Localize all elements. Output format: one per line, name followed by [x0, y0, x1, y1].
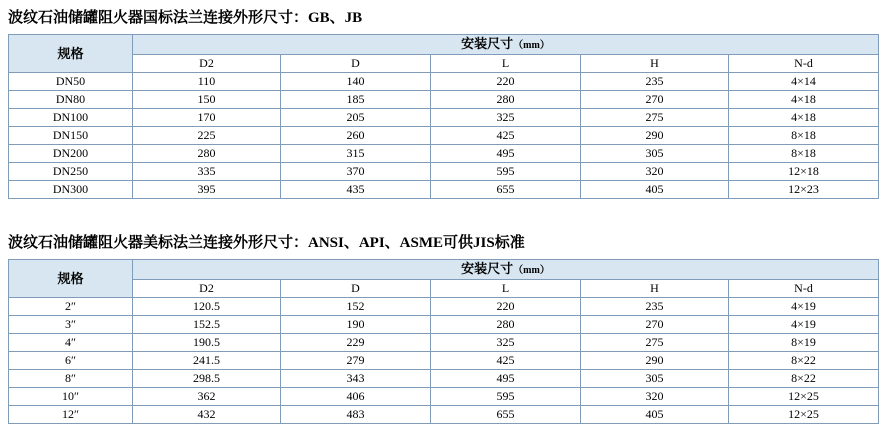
- cell-l: 595: [431, 388, 581, 406]
- table-row: [9, 388, 879, 406]
- table-row: [9, 145, 879, 163]
- cell-l: 655: [431, 181, 581, 199]
- header-col-d: D: [281, 280, 431, 298]
- cell-l: 220: [431, 298, 581, 316]
- cell-d2: 298.5: [133, 370, 281, 388]
- cell-nd: 8×18: [729, 127, 879, 145]
- header-col-nd: N-d: [729, 55, 879, 73]
- header-col-d2: D2: [133, 280, 281, 298]
- cell-h: 270: [581, 316, 729, 334]
- header-row-sub: [9, 280, 879, 298]
- cell-d: 260: [281, 127, 431, 145]
- cell-nd: 8×22: [729, 352, 879, 370]
- cell-l: 280: [431, 316, 581, 334]
- header-col-nd: N-d: [729, 280, 879, 298]
- cell-l: 495: [431, 145, 581, 163]
- cell-d2: 280: [133, 145, 281, 163]
- cell-d2: 120.5: [133, 298, 281, 316]
- cell-h: 290: [581, 127, 729, 145]
- header-row-top: [9, 35, 879, 55]
- cell-h: 275: [581, 109, 729, 127]
- header-col-h: H: [581, 280, 729, 298]
- header-group-unit: （mm）: [513, 265, 550, 276]
- cell-d: 315: [281, 145, 431, 163]
- row-spec: 8″: [9, 370, 133, 388]
- cell-l: 325: [431, 334, 581, 352]
- cell-nd: 4×14: [729, 73, 879, 91]
- cell-d2: 110: [133, 73, 281, 91]
- header-group-install-size: [133, 260, 879, 280]
- cell-l: 495: [431, 370, 581, 388]
- cell-d: 483: [281, 406, 431, 424]
- cell-d: 152: [281, 298, 431, 316]
- cell-h: 405: [581, 406, 729, 424]
- spec-table-gb-jb: [8, 34, 879, 199]
- row-spec: 10″: [9, 388, 133, 406]
- header-group-label: 安装尺寸: [461, 36, 514, 51]
- cell-d: 343: [281, 370, 431, 388]
- header-spec: 规格: [9, 260, 133, 298]
- section-spacer: [0, 199, 886, 225]
- cell-h: 405: [581, 181, 729, 199]
- row-spec: 2″: [9, 298, 133, 316]
- header-group-install-size: [133, 35, 879, 55]
- table-header: [9, 35, 879, 73]
- cell-nd: 8×22: [729, 370, 879, 388]
- cell-nd: 8×19: [729, 334, 879, 352]
- cell-nd: 8×18: [729, 145, 879, 163]
- row-spec: 12″: [9, 406, 133, 424]
- table-row: [9, 127, 879, 145]
- row-spec: DN150: [9, 127, 133, 145]
- cell-d: 435: [281, 181, 431, 199]
- header-row-top: [9, 260, 879, 280]
- header-col-l: L: [431, 55, 581, 73]
- header-col-d2: D2: [133, 55, 281, 73]
- row-spec: DN50: [9, 73, 133, 91]
- row-spec: DN200: [9, 145, 133, 163]
- cell-nd: 12×18: [729, 163, 879, 181]
- cell-d2: 395: [133, 181, 281, 199]
- cell-h: 235: [581, 298, 729, 316]
- header-row-sub: [9, 55, 879, 73]
- cell-d: 406: [281, 388, 431, 406]
- cell-l: 655: [431, 406, 581, 424]
- cell-l: 280: [431, 91, 581, 109]
- header-col-d: D: [281, 55, 431, 73]
- cell-l: 220: [431, 73, 581, 91]
- cell-d2: 170: [133, 109, 281, 127]
- spec-table-ansi-api-asme: [8, 259, 879, 424]
- cell-d: 205: [281, 109, 431, 127]
- cell-d: 370: [281, 163, 431, 181]
- table-row: [9, 109, 879, 127]
- cell-d: 279: [281, 352, 431, 370]
- row-spec: DN300: [9, 181, 133, 199]
- table-row: [9, 352, 879, 370]
- cell-nd: 12×23: [729, 181, 879, 199]
- cell-d: 185: [281, 91, 431, 109]
- table-body: [9, 73, 879, 199]
- cell-d: 140: [281, 73, 431, 91]
- table-row: [9, 316, 879, 334]
- cell-l: 425: [431, 352, 581, 370]
- cell-d: 190: [281, 316, 431, 334]
- cell-h: 270: [581, 91, 729, 109]
- header-spec: 规格: [9, 35, 133, 73]
- cell-h: 320: [581, 163, 729, 181]
- cell-nd: 4×18: [729, 109, 879, 127]
- cell-h: 275: [581, 334, 729, 352]
- cell-d2: 241.5: [133, 352, 281, 370]
- section-title-gb-jb: 波纹石油储罐阻火器国标法兰连接外形尺寸：GB、JB: [8, 10, 363, 26]
- table-row: [9, 406, 879, 424]
- cell-nd: 4×19: [729, 298, 879, 316]
- cell-d2: 432: [133, 406, 281, 424]
- cell-d2: 335: [133, 163, 281, 181]
- table-body: [9, 298, 879, 424]
- row-spec: DN80: [9, 91, 133, 109]
- table-header: [9, 260, 879, 298]
- cell-d: 229: [281, 334, 431, 352]
- row-spec: DN100: [9, 109, 133, 127]
- table-row: [9, 181, 879, 199]
- cell-nd: 4×18: [729, 91, 879, 109]
- table-row: [9, 73, 879, 91]
- cell-d2: 150: [133, 91, 281, 109]
- cell-l: 595: [431, 163, 581, 181]
- table-row: [9, 334, 879, 352]
- cell-l: 425: [431, 127, 581, 145]
- cell-nd: 4×19: [729, 316, 879, 334]
- table-row: [9, 163, 879, 181]
- table-row: [9, 91, 879, 109]
- cell-h: 305: [581, 145, 729, 163]
- cell-d2: 190.5: [133, 334, 281, 352]
- table-row: [9, 298, 879, 316]
- header-group-unit: （mm）: [513, 40, 550, 51]
- header-group-label: 安装尺寸: [461, 261, 514, 276]
- cell-d2: 152.5: [133, 316, 281, 334]
- cell-h: 290: [581, 352, 729, 370]
- cell-l: 325: [431, 109, 581, 127]
- row-spec: DN250: [9, 163, 133, 181]
- cell-h: 320: [581, 388, 729, 406]
- row-spec: 4″: [9, 334, 133, 352]
- row-spec: 6″: [9, 352, 133, 370]
- cell-h: 305: [581, 370, 729, 388]
- row-spec: 3″: [9, 316, 133, 334]
- header-col-l: L: [431, 280, 581, 298]
- section-ansi-api-asme: [0, 225, 886, 424]
- section-title-ansi-api-asme: 波纹石油储罐阻火器美标法兰连接外形尺寸：ANSI、API、ASME可供JIS标准: [8, 235, 525, 251]
- table-row: [9, 370, 879, 388]
- section-gb-jb: [0, 0, 886, 199]
- cell-h: 235: [581, 73, 729, 91]
- cell-nd: 12×25: [729, 406, 879, 424]
- cell-nd: 12×25: [729, 388, 879, 406]
- cell-d2: 225: [133, 127, 281, 145]
- header-col-h: H: [581, 55, 729, 73]
- cell-d2: 362: [133, 388, 281, 406]
